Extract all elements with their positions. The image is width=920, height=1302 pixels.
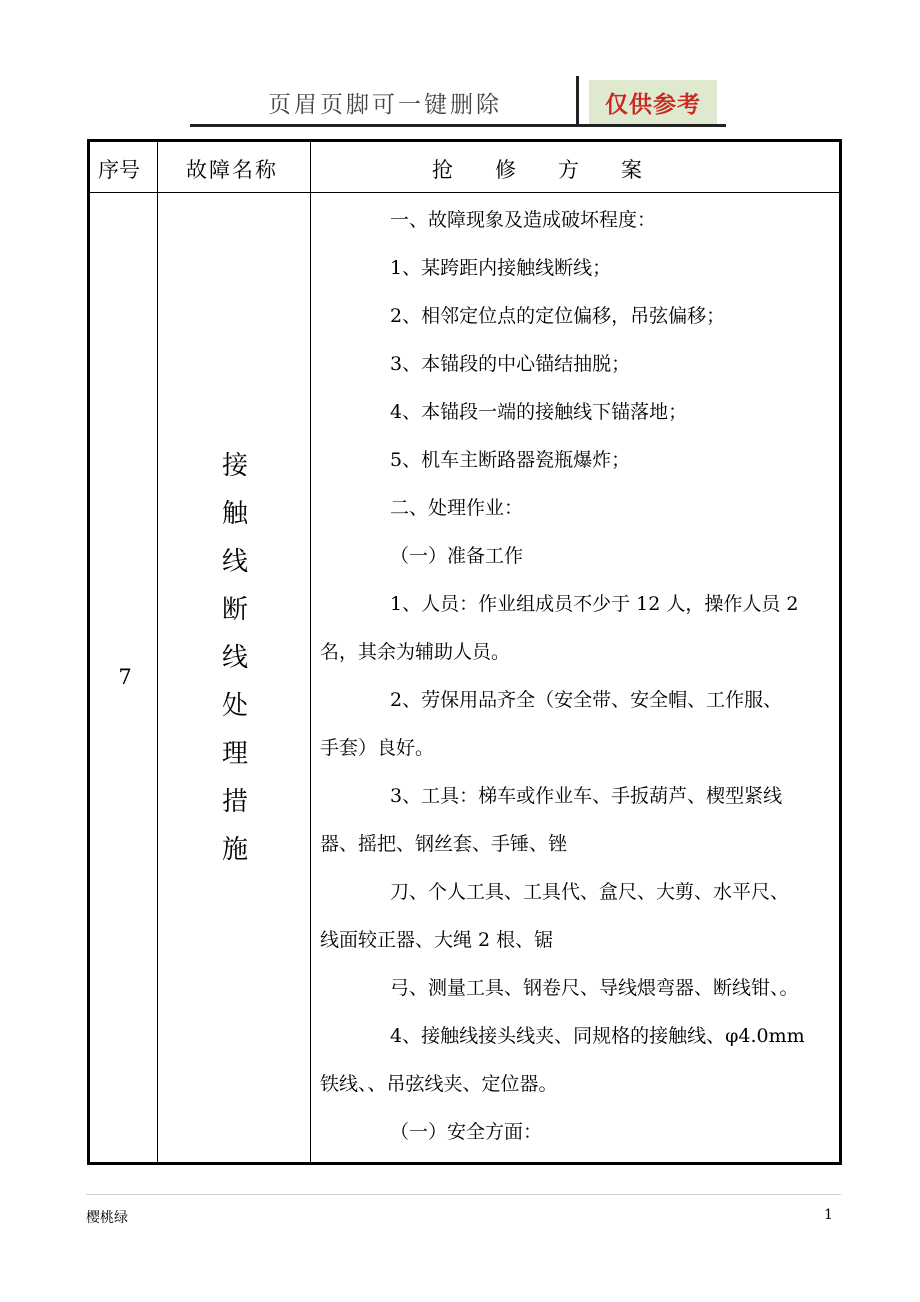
plan-line: 2、劳保用品齐全（安全带、安全帽、工作服、 bbox=[390, 689, 783, 711]
plan-line: 3、本锚段的中心锚结抽脱； bbox=[390, 353, 631, 375]
plan-line: 二、处理作业： bbox=[390, 497, 524, 519]
header-divider bbox=[576, 76, 579, 126]
plan-line: 线面较正器、大绳 2 根、锯 bbox=[320, 929, 554, 951]
fault-name-char: 触 bbox=[221, 499, 248, 529]
footer-rule bbox=[86, 1194, 841, 1195]
col-header-seq: 序号 bbox=[98, 158, 140, 182]
header-title: 页眉页脚可一键删除 bbox=[268, 92, 502, 118]
fault-name-char: 措 bbox=[221, 787, 248, 817]
plan-line: 1、人员：作业组成员不少于 12 人，操作人员 2 bbox=[390, 593, 799, 615]
footer-label: 樱桃绿 bbox=[86, 1210, 128, 1226]
fault-name-vertical bbox=[160, 442, 310, 874]
plan-line: 铁线、、吊弦线夹、定位器。 bbox=[320, 1073, 558, 1095]
plan-line: 2、相邻定位点的定位偏移，吊弦偏移； bbox=[390, 305, 726, 327]
plan-line: （一）准备工作 bbox=[390, 545, 524, 567]
col-header-fault-name: 故障名称 bbox=[186, 158, 278, 182]
fault-name-char: 断 bbox=[221, 595, 248, 625]
repair-table bbox=[87, 139, 842, 1165]
plan-line: 1、某跨距内接触线断线； bbox=[390, 257, 612, 279]
plan-line: 刀、个人工具、工具代、盒尺、大剪、水平尺、 bbox=[390, 881, 790, 903]
header-rule bbox=[190, 124, 726, 127]
plan-line: 一、故障现象及造成破坏程度： bbox=[390, 209, 657, 231]
fault-name-char: 施 bbox=[221, 835, 248, 865]
plan-line: 3、工具：梯车或作业车、手扳葫芦、楔型紧线 bbox=[390, 785, 783, 807]
col-header-repair-plan: 抢 修 方 案 bbox=[432, 158, 642, 182]
fault-name-char: 接 bbox=[221, 451, 248, 481]
plan-line: 器、摇把、钢丝套、手锤、锉 bbox=[320, 833, 568, 855]
plan-line: 4、本锚段一端的接触线下锚落地； bbox=[390, 401, 688, 423]
fault-name-char: 理 bbox=[221, 739, 248, 769]
page-number: 1 bbox=[824, 1207, 833, 1223]
fault-name-char: 处 bbox=[221, 691, 248, 721]
plan-line: 手套）良好。 bbox=[320, 737, 435, 759]
header-row-divider bbox=[90, 192, 839, 193]
plan-line: 弓、测量工具、钢卷尺、导线煨弯器、断线钳、。 bbox=[390, 977, 799, 999]
plan-line: 4、接触线接头线夹、同规格的接触线、φ4.0mm bbox=[390, 1025, 805, 1047]
fault-name-char: 线 bbox=[221, 643, 248, 673]
plan-line: （一）安全方面： bbox=[390, 1121, 543, 1143]
plan-line: 5、机车主断路器瓷瓶爆炸； bbox=[390, 449, 631, 471]
col-divider-1 bbox=[157, 142, 158, 1162]
row-seq-number: 7 bbox=[118, 665, 132, 689]
col-divider-2 bbox=[310, 142, 311, 1162]
plan-line: 名，其余为辅助人员。 bbox=[320, 641, 511, 663]
fault-name-char: 线 bbox=[221, 547, 248, 577]
reference-badge: 仅供参考 bbox=[589, 80, 717, 124]
